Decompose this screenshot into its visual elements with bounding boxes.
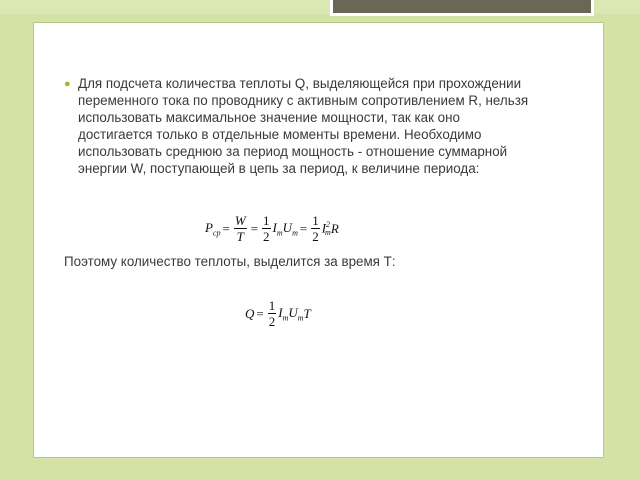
power-symbol: $P_{ср}$ [205,219,221,238]
one-half-fraction: $\frac{1}{2}$ [263,213,270,244]
equals-sign: = [250,220,259,236]
one-half-fraction: $\frac{1}{2}$ [312,213,319,244]
one-half-fraction: $\frac{1}{2}$ [268,298,276,329]
resistance-symbol: R [330,220,339,236]
w-over-t-fraction: $\frac{W}{T}$ [234,213,246,244]
heat-formula [245,299,311,328]
bullet-paragraph [64,75,534,177]
voltage-amplitude: $U_m$ [288,304,304,323]
equals-sign: = [256,305,264,321]
bullet-text: Для подсчета количества теплоты Q, выделяющейся при прохождении переменного тока по проводнику с активным сопротивлением R, нельзя использовать максимальное значение мощности, так как оно достигается только в отдельные моменты времени. Необходимо использовать среднюю за период мощность - отношение суммарной энергии W, поступающей в цепь за период, к величине периода: [78,76,529,176]
average-power-formula [205,214,339,243]
current-amplitude: $I_m$ [272,219,283,238]
slide-card [33,22,604,458]
period-symbol: T [303,305,311,321]
current-squared: $I^2_m$ [321,219,331,238]
equals-sign: = [299,220,308,236]
dark-header-tab [330,0,594,16]
bullet-marker-icon: ● [64,78,71,90]
heat-symbol: Q [245,305,255,321]
current-amplitude: $I_m$ [278,304,289,323]
voltage-amplitude: $U_m$ [282,219,298,238]
equals-sign: = [222,220,230,236]
conclusion-text: Поэтому количество теплоты, выделится за время Т: [64,254,396,269]
